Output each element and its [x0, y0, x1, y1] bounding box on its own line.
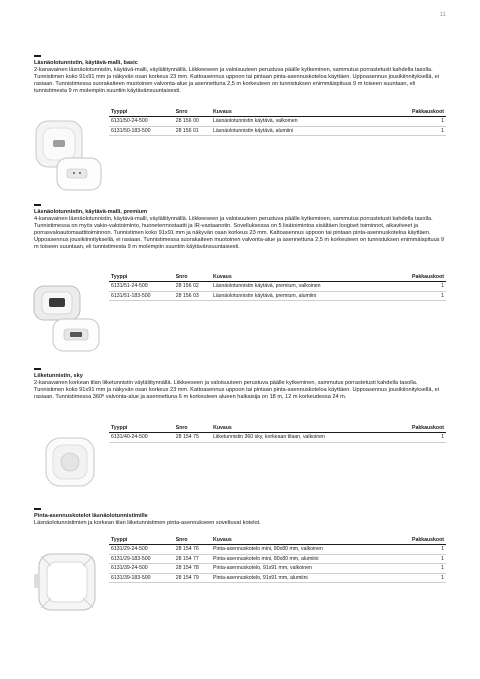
- header-code: Snro: [174, 273, 211, 282]
- cell-qty: 1: [410, 433, 446, 443]
- cell-code: 28 156 02: [174, 282, 211, 292]
- section-title: Läsnäolotunnistin, käytävä-malli, basic: [34, 59, 138, 66]
- cell-type: 6131/51-24-500: [109, 282, 174, 292]
- header-desc: Kuvaus: [211, 273, 410, 282]
- table-row: [109, 117, 446, 127]
- section-marker: [34, 508, 41, 510]
- table-header-row: [109, 536, 446, 545]
- cell-qty: 1: [410, 564, 446, 574]
- cell-desc: Pinta-asennuskotelo mini, 80x80 mm, alumiini: [211, 554, 410, 564]
- table-row: [109, 282, 446, 292]
- cell-code: 28 154 76: [174, 545, 211, 555]
- table-row: [109, 545, 446, 555]
- cell-type: 6131/29-183-500: [109, 554, 174, 564]
- cell-code: 28 156 00: [174, 117, 211, 127]
- section-marker: [34, 55, 41, 57]
- header-code: Snro: [174, 536, 211, 545]
- table-header-row: [109, 273, 446, 282]
- cell-code: 28 156 03: [174, 291, 211, 301]
- cell-qty: 1: [410, 554, 446, 564]
- cell-type: 6131/39-183-500: [109, 573, 174, 583]
- cell-type: 6131/40-24-500: [109, 433, 174, 443]
- cell-qty: 1: [410, 282, 446, 292]
- header-qty: Pakkauskoot: [411, 536, 444, 543]
- section-marker: [34, 368, 41, 370]
- header-type: Tyyppi: [109, 273, 174, 282]
- header-type: Tyyppi: [109, 424, 174, 433]
- header-type: Tyyppi: [109, 108, 174, 117]
- cell-desc: Läsnäolotunnistin käytävä, valkoinen: [211, 117, 410, 127]
- cell-type: 6131/39-24-500: [109, 564, 174, 574]
- section-title: Läsnäolotunnistin, käytävä-malli, premium: [34, 208, 148, 215]
- cell-qty: 1: [410, 573, 446, 583]
- cell-code: 28 154 75: [174, 433, 211, 443]
- section-description: 2-kanavainen läsnäolotunnistin, käytävä-malli, väyläliitynnällä. Liikkeeseen ja valoisuuteen perustuva päälle kytkeminen, sammutus porrastetusti kahdella tasolla. Tunnistimen koko 91x91 mm ja näkyvän osan korkeus 23 mm. Kattoasennus uppoon tai pintaan pinta-asennuskoteloa käyttäen. Uppoasennus jousikiinnityksellä, ei rasiaan. Tunnistimessa suorakaiteen muotoinen valvonta-alue ja asennettuna 2,5 m korkeuteen on tunnistuksen enimmäispituus 9 m toiseen suuntaan, eli tunnistimesta 9 m molempiin suuntiin käytävänsuuntaisesti.: [34, 66, 439, 94]
- product-table-surface-boxes: [109, 536, 446, 583]
- cell-type: 6131/50-24-500: [109, 117, 174, 127]
- table-row: [109, 573, 446, 583]
- header-desc: Kuvaus: [211, 424, 410, 433]
- header-qty: Pakkauskoot: [411, 273, 444, 280]
- table-row: [109, 564, 446, 574]
- table-row: [109, 126, 446, 136]
- cell-desc: Läsnäolotunnistin käytävä, premium, alumiini: [211, 291, 410, 301]
- section-title: Pinta-asennuskotelot läsnäolotunnistimille: [34, 512, 148, 519]
- section-title: Liiketunnistin, sky: [34, 372, 83, 379]
- header-desc: Kuvaus: [211, 536, 410, 545]
- cell-desc: Pinta-asennuskotelo, 91x91 mm, alumiini: [211, 573, 410, 583]
- cell-desc: Liiketunnistin 360 sky, korkeaan tilaan, valkoinen: [211, 433, 410, 443]
- section-surface-boxes: [34, 508, 446, 527]
- section-marker: [34, 204, 41, 206]
- cell-qty: 1: [410, 126, 446, 136]
- table-row: [109, 433, 446, 443]
- cell-code: 28 154 77: [174, 554, 211, 564]
- cell-qty: 1: [410, 545, 446, 555]
- product-table-corridor-premium: [109, 273, 446, 301]
- section-corridor-basic: [34, 55, 446, 95]
- cell-desc: Pinta-asennuskotelo mini, 80x80 mm, valkoinen: [211, 545, 410, 555]
- cell-code: 28 154 79: [174, 573, 211, 583]
- table-header-row: [109, 108, 446, 117]
- table-row: [109, 291, 446, 301]
- sky-sensor-image: [42, 434, 98, 490]
- cell-qty: 1: [410, 291, 446, 301]
- cell-type: 6131/51-183-500: [109, 291, 174, 301]
- cell-qty: 1: [410, 117, 446, 127]
- product-table-corridor-basic: [109, 108, 446, 136]
- header-type: Tyyppi: [109, 536, 174, 545]
- section-sky-motion: [34, 368, 446, 401]
- table-header-row: [109, 424, 446, 433]
- section-description: 2-kanavainen korkean tilan liiketunnistin väyläliitynnällä. Liikkeeseen ja valoisuuteen perustuva päälle kytkeminen, sammutus porrastetusti kahdella tasolla. Tunnistimen koko 91x91 mm ja näkyvän osan korkeus 23 mm. Kattoasennus uppoon tai pintaan pinta-asennuskoteloa käyttäen. Uppoasennus jousikiinnityksellä, ei rasiaan. Tunnistimessa 360º valvonta-alue ja asennettuna 6 m korkeuteen alueen halkaisija on 18 m, 12 m korkeudessa 24 m.: [34, 379, 439, 400]
- page-number: 11: [439, 12, 446, 18]
- header-qty: Pakkauskoot: [411, 424, 444, 431]
- corridor-sensor-premium-image: [31, 283, 103, 355]
- header-code: Snro: [174, 108, 211, 117]
- product-table-sky: [109, 424, 446, 443]
- cell-code: 28 154 78: [174, 564, 211, 574]
- cell-desc: Läsnäolotunnistin käytävä, premium, valkoinen: [211, 282, 410, 292]
- section-description: 4-kanavainen läsnäolotunnistin, käytävä-malli, väyläliitynnällä. Liikkeeseen ja valoisuuteen perustuva päälle kytkeminen, sammutus porrastetusti kahdella tasolla. Tunnistimessa on myös vakio-valotoiminto, huonetermostaatti ja IR-vastaanotin. Sovelluksessa on 5 lisätoimintoa sisältäen loogiset toiminnot, aikaviiveet ja porrasvaloautomaattitoiminnon. Tunnistimen koko 91x91 mm ja näkyvän osan korkeus 23 mm. Kattoasennus uppoon tai pintaan pinta-asennuskoteloa käyttäen. Uppoasennus jousikiinnityksellä, ei rasiaan. Tunnistimessa suorakaiteen muotoinen valvonta-alue ja asennettuna 2,5 m korkeuteen on tunnistuksen enimmäispituus 9 m toiseen suuntaan, eli tunnistimesta 9 m molempiin suuntiin käytävänsuuntaisesti.: [34, 215, 445, 250]
- cell-desc: Pinta-asennuskotelo, 91x91 mm, valkoinen: [211, 564, 410, 574]
- section-description: Läsnäolotunnistimien ja korkean tilan liiketunnistimen pinta-asennukseen soveltuvat kotelot.: [34, 519, 261, 526]
- cell-desc: Läsnäolotunnistin käytävä, alumiini: [211, 126, 410, 136]
- header-code: Snro: [174, 424, 211, 433]
- cell-type: 6131/29-24-500: [109, 545, 174, 555]
- section-corridor-premium: [34, 204, 446, 251]
- corridor-sensor-basic-image: [33, 118, 103, 192]
- surface-box-image: [31, 546, 103, 618]
- header-qty: Pakkauskoot: [411, 108, 444, 115]
- cell-type: 6131/50-183-500: [109, 126, 174, 136]
- table-row: [109, 554, 446, 564]
- cell-code: 28 156 01: [174, 126, 211, 136]
- header-desc: Kuvaus: [211, 108, 410, 117]
